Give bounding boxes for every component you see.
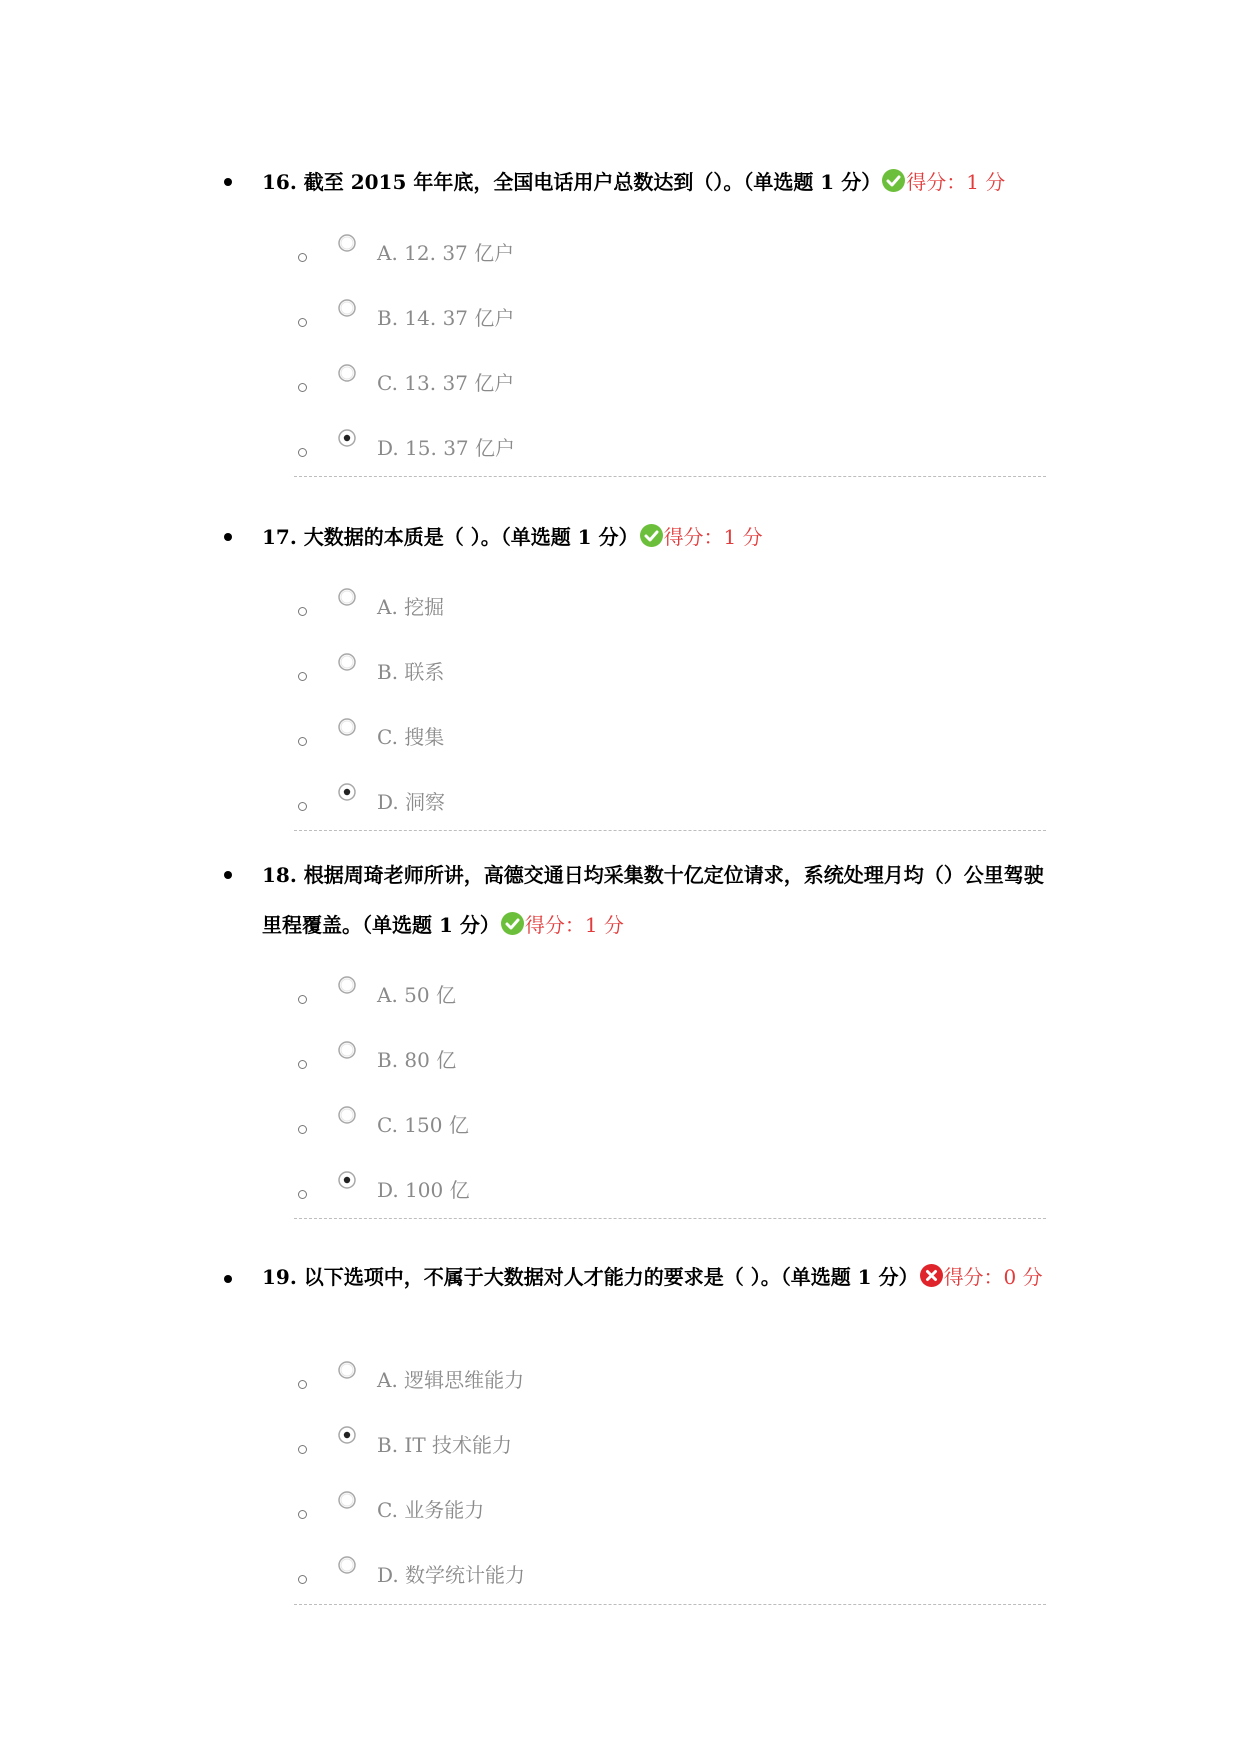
check-circle-icon bbox=[501, 912, 524, 935]
option-label: C. 150 亿 bbox=[377, 1113, 469, 1137]
x-circle-icon bbox=[920, 1264, 943, 1287]
list-bullet bbox=[298, 607, 307, 616]
list-bullet bbox=[298, 318, 307, 327]
score-text: 得分：1 分 bbox=[524, 913, 624, 937]
question-text bbox=[262, 1254, 1052, 1300]
option-label: A. 逻辑思维能力 bbox=[377, 1368, 525, 1392]
radio-button-unselected-icon[interactable] bbox=[337, 975, 357, 995]
option-label: D. 洞察 bbox=[377, 790, 446, 814]
option-label: B. IT 技术能力 bbox=[377, 1433, 513, 1457]
check-circle-icon bbox=[882, 169, 905, 192]
list-bullet bbox=[298, 1575, 307, 1584]
option-label: C. 业务能力 bbox=[377, 1498, 485, 1522]
option-a[interactable] bbox=[0, 583, 1241, 623]
list-bullet bbox=[298, 1445, 307, 1454]
radio-button-unselected-icon[interactable] bbox=[337, 1360, 357, 1380]
list-bullet bbox=[224, 1275, 232, 1283]
option-b[interactable] bbox=[0, 1421, 1241, 1461]
option-d[interactable] bbox=[0, 1551, 1241, 1591]
question-text bbox=[262, 512, 1052, 562]
list-bullet bbox=[298, 672, 307, 681]
list-bullet bbox=[224, 178, 232, 186]
option-a[interactable] bbox=[0, 1356, 1241, 1396]
question-text bbox=[262, 157, 1052, 207]
option-label: C. 搜集 bbox=[377, 725, 445, 749]
radio-button-selected-icon[interactable] bbox=[337, 1425, 357, 1445]
option-d[interactable] bbox=[0, 424, 1241, 464]
radio-button-unselected-icon[interactable] bbox=[337, 1040, 357, 1060]
radio-button-unselected-icon[interactable] bbox=[337, 298, 357, 318]
radio-button-unselected-icon[interactable] bbox=[337, 233, 357, 253]
list-bullet bbox=[298, 253, 307, 262]
radio-button-unselected-icon[interactable] bbox=[337, 652, 357, 672]
divider bbox=[294, 1604, 1046, 1605]
radio-button-selected-icon[interactable] bbox=[337, 428, 357, 448]
divider bbox=[294, 1218, 1046, 1219]
divider bbox=[294, 830, 1046, 831]
radio-button-selected-icon[interactable] bbox=[337, 1170, 357, 1190]
radio-button-selected-icon[interactable] bbox=[337, 782, 357, 802]
option-c[interactable] bbox=[0, 1486, 1241, 1526]
option-label: A. 50 亿 bbox=[377, 983, 456, 1007]
radio-button-unselected-icon[interactable] bbox=[337, 363, 357, 383]
list-bullet bbox=[298, 383, 307, 392]
option-c[interactable] bbox=[0, 713, 1241, 753]
list-bullet bbox=[298, 737, 307, 746]
question-stem: 18. 根据周琦老师所讲，高德交通日均采集数十亿定位请求，系统处理月均（）公里驾驶里程覆盖。（单选题 1 分） bbox=[262, 863, 1044, 937]
option-label: B. 14. 37 亿户 bbox=[377, 306, 515, 330]
list-bullet bbox=[224, 533, 232, 541]
option-label: D. 100 亿 bbox=[377, 1178, 470, 1202]
list-bullet bbox=[224, 871, 232, 879]
option-a[interactable] bbox=[0, 229, 1241, 269]
list-bullet bbox=[298, 1380, 307, 1389]
radio-button-unselected-icon[interactable] bbox=[337, 717, 357, 737]
question-stem: 19. 以下选项中，不属于大数据对人才能力的要求是（ ）。（单选题 1 分） bbox=[262, 1265, 919, 1289]
option-b[interactable] bbox=[0, 648, 1241, 688]
score-text: 得分：0 分 bbox=[943, 1265, 1043, 1289]
option-label: D. 数学统计能力 bbox=[377, 1563, 526, 1587]
list-bullet bbox=[298, 448, 307, 457]
score-text: 得分：1 分 bbox=[663, 525, 763, 549]
list-bullet bbox=[298, 1125, 307, 1134]
list-bullet bbox=[298, 1510, 307, 1519]
option-d[interactable] bbox=[0, 778, 1241, 818]
check-circle-icon bbox=[640, 524, 663, 547]
question-text bbox=[262, 850, 1052, 950]
question-stem: 17. 大数据的本质是（ ）。（单选题 1 分） bbox=[262, 525, 639, 549]
option-label: B. 联系 bbox=[377, 660, 445, 684]
option-label: D. 15. 37 亿户 bbox=[377, 436, 516, 460]
divider bbox=[294, 476, 1046, 477]
radio-button-unselected-icon[interactable] bbox=[337, 587, 357, 607]
list-bullet bbox=[298, 1060, 307, 1069]
option-label: B. 80 亿 bbox=[377, 1048, 457, 1072]
score-text: 得分：1 分 bbox=[906, 170, 1006, 194]
option-label: A. 12. 37 亿户 bbox=[377, 241, 515, 265]
option-label: C. 13. 37 亿户 bbox=[377, 371, 515, 395]
option-d[interactable] bbox=[0, 1166, 1241, 1206]
option-label: A. 挖掘 bbox=[377, 595, 445, 619]
list-bullet bbox=[298, 995, 307, 1004]
option-b[interactable] bbox=[0, 294, 1241, 334]
radio-button-unselected-icon[interactable] bbox=[337, 1490, 357, 1510]
radio-button-unselected-icon[interactable] bbox=[337, 1555, 357, 1575]
option-c[interactable] bbox=[0, 1101, 1241, 1141]
radio-button-unselected-icon[interactable] bbox=[337, 1105, 357, 1125]
list-bullet bbox=[298, 1190, 307, 1199]
option-a[interactable] bbox=[0, 971, 1241, 1011]
option-c[interactable] bbox=[0, 359, 1241, 399]
option-b[interactable] bbox=[0, 1036, 1241, 1076]
list-bullet bbox=[298, 802, 307, 811]
question-stem: 16. 截至 2015 年年底，全国电话用户总数达到（）。（单选题 1 分） bbox=[262, 170, 882, 194]
